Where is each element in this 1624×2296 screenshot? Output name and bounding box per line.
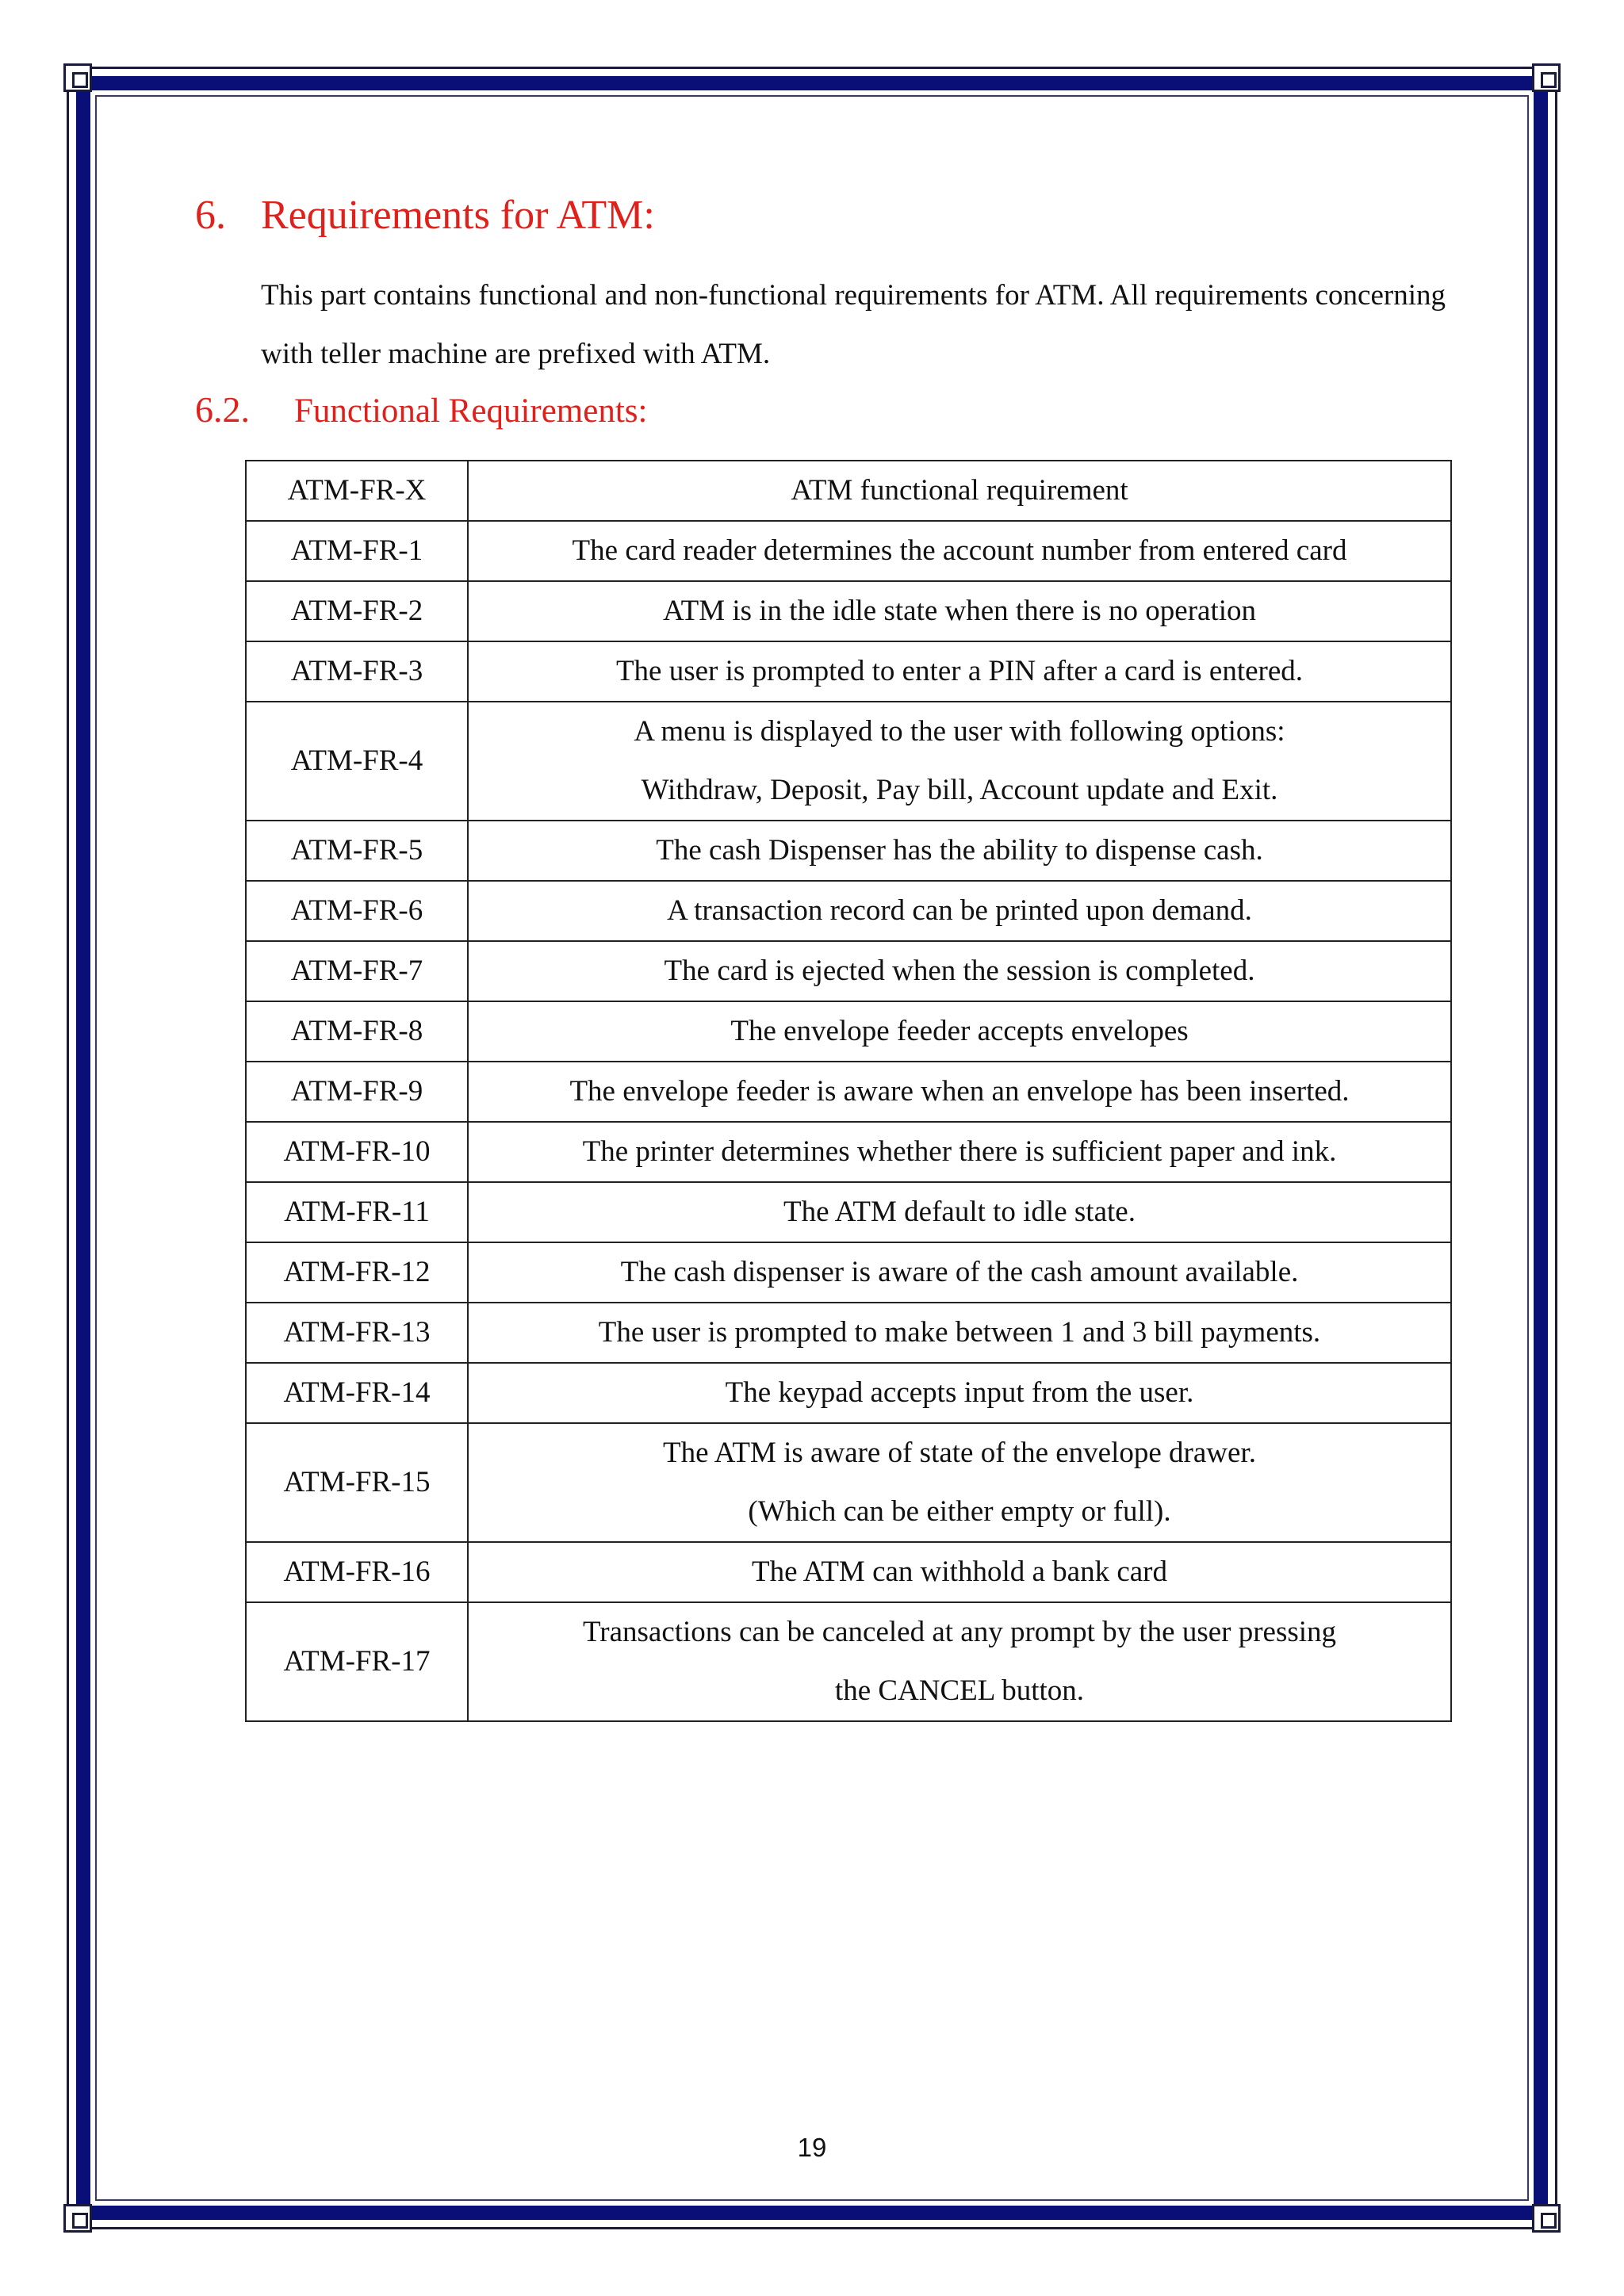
- table-row: [246, 1182, 1451, 1242]
- requirement-description-cell: [468, 821, 1451, 881]
- requirement-id-cell: ATM-FR-9: [246, 1062, 468, 1122]
- requirement-description-line: The cash dispenser is aware of the cash amount available.: [620, 1256, 1299, 1288]
- requirement-id-cell: ATM-FR-7: [246, 941, 468, 1001]
- subsection-number: 6.2.: [195, 389, 250, 430]
- table-row: [246, 941, 1451, 1001]
- requirement-description-cell: [468, 702, 1451, 821]
- subsection-title: Functional Requirements:: [294, 392, 648, 430]
- header-description-cell: ATM functional requirement: [468, 461, 1451, 521]
- requirement-id-cell: ATM-FR-17: [246, 1602, 468, 1721]
- corner-ornament-bottom-left: [63, 2204, 92, 2233]
- requirement-description-cell: [468, 1303, 1451, 1363]
- requirement-description-line: A menu is displayed to the user with following options:: [634, 715, 1285, 748]
- requirement-description-line: The user is prompted to make between 1 and 3 bill payments.: [598, 1316, 1321, 1349]
- requirement-id-cell: ATM-FR-14: [246, 1363, 468, 1423]
- requirement-description-cell: [468, 1182, 1451, 1242]
- table-row: [246, 1242, 1451, 1303]
- requirement-description-line: The card is ejected when the session is completed.: [664, 955, 1255, 987]
- table-row: [246, 1122, 1451, 1182]
- requirement-id-cell: ATM-FR-3: [246, 641, 468, 702]
- requirement-description-line: The envelope feeder is aware when an envelope has been inserted.: [569, 1075, 1350, 1108]
- requirement-id-cell: ATM-FR-8: [246, 1001, 468, 1062]
- requirement-description-line: The card reader determines the account number from entered card: [572, 534, 1347, 567]
- table-row: [246, 1001, 1451, 1062]
- table-row: [246, 1303, 1451, 1363]
- section-title: Requirements for ATM:: [261, 193, 655, 238]
- corner-ornament-top-left: [63, 63, 92, 92]
- requirement-description-line: The envelope feeder accepts envelopes: [730, 1015, 1189, 1047]
- requirement-description-cell: [468, 1242, 1451, 1303]
- page-number: 19: [797, 2133, 827, 2162]
- requirement-description-line: ATM is in the idle state when there is no operation: [662, 595, 1257, 627]
- requirement-description-cell: [468, 881, 1451, 941]
- table-row: [246, 1423, 1451, 1542]
- requirement-description-cell: [468, 1423, 1451, 1542]
- section-heading: [195, 192, 655, 239]
- table-row: [246, 521, 1451, 581]
- table-row: [246, 1062, 1451, 1122]
- requirement-description-cell: [468, 1001, 1451, 1062]
- requirement-description-cell: [468, 641, 1451, 702]
- requirement-description-line: Withdraw, Deposit, Pay bill, Account update and Exit.: [641, 774, 1278, 806]
- table-row: [246, 881, 1451, 941]
- corner-ornament-bottom-right: [1532, 2204, 1561, 2233]
- requirement-description-line: The ATM default to idle state.: [783, 1196, 1136, 1228]
- corner-ornament-top-right: [1532, 63, 1561, 92]
- requirement-description-cell: [468, 521, 1451, 581]
- requirement-id-cell: ATM-FR-4: [246, 702, 468, 821]
- requirement-id-cell: ATM-FR-10: [246, 1122, 468, 1182]
- table-row: [246, 821, 1451, 881]
- requirement-description-line: (Which can be either empty or full).: [748, 1495, 1171, 1528]
- requirement-id-cell: ATM-FR-11: [246, 1182, 468, 1242]
- section-intro: This part contains functional and non-functional requirements for ATM. All requirements concerning with teller machine are prefixed with ATM.: [261, 279, 1446, 370]
- table-row: [246, 581, 1451, 641]
- table-row: [246, 1602, 1451, 1721]
- requirement-description-line: The ATM is aware of state of the envelope drawer.: [663, 1437, 1256, 1469]
- subsection-heading: [195, 388, 647, 430]
- requirement-id-cell: ATM-FR-1: [246, 521, 468, 581]
- requirement-description-cell: [468, 1062, 1451, 1122]
- requirement-description-cell: [468, 1602, 1451, 1721]
- requirement-description-cell: [468, 581, 1451, 641]
- table-row: [246, 1363, 1451, 1423]
- requirement-description-cell: [468, 1542, 1451, 1602]
- requirement-description-cell: [468, 1363, 1451, 1423]
- requirement-id-cell: ATM-FR-16: [246, 1542, 468, 1602]
- header-id-cell: ATM-FR-X: [246, 461, 468, 521]
- requirement-description-line: The printer determines whether there is sufficient paper and ink.: [582, 1135, 1337, 1168]
- requirement-description-line: The keypad accepts input from the user.: [725, 1376, 1194, 1409]
- requirement-description-cell: [468, 941, 1451, 1001]
- requirement-description-line: The ATM can withhold a bank card: [751, 1556, 1168, 1588]
- requirement-id-cell: ATM-FR-2: [246, 581, 468, 641]
- table-row: [246, 1542, 1451, 1602]
- requirement-description-line: Transactions can be canceled at any prompt by the user pressing: [582, 1616, 1337, 1648]
- requirement-id-cell: ATM-FR-13: [246, 1303, 468, 1363]
- requirement-id-cell: ATM-FR-5: [246, 821, 468, 881]
- table-row: [246, 641, 1451, 702]
- requirement-id-cell: ATM-FR-15: [246, 1423, 468, 1542]
- requirement-description-line: The cash Dispenser has the ability to dispense cash.: [656, 834, 1263, 867]
- requirements-table: [245, 460, 1452, 1722]
- requirement-description-line: the CANCEL button.: [834, 1674, 1085, 1707]
- requirement-description-line: A transaction record can be printed upon demand.: [667, 894, 1252, 927]
- requirement-id-cell: ATM-FR-12: [246, 1242, 468, 1303]
- table-header-row: [246, 461, 1451, 521]
- requirement-description-cell: [468, 1122, 1451, 1182]
- requirement-id-cell: ATM-FR-6: [246, 881, 468, 941]
- section-number: 6.: [195, 193, 226, 238]
- table-row: [246, 702, 1451, 821]
- requirement-description-line: The user is prompted to enter a PIN after a card is entered.: [615, 655, 1304, 687]
